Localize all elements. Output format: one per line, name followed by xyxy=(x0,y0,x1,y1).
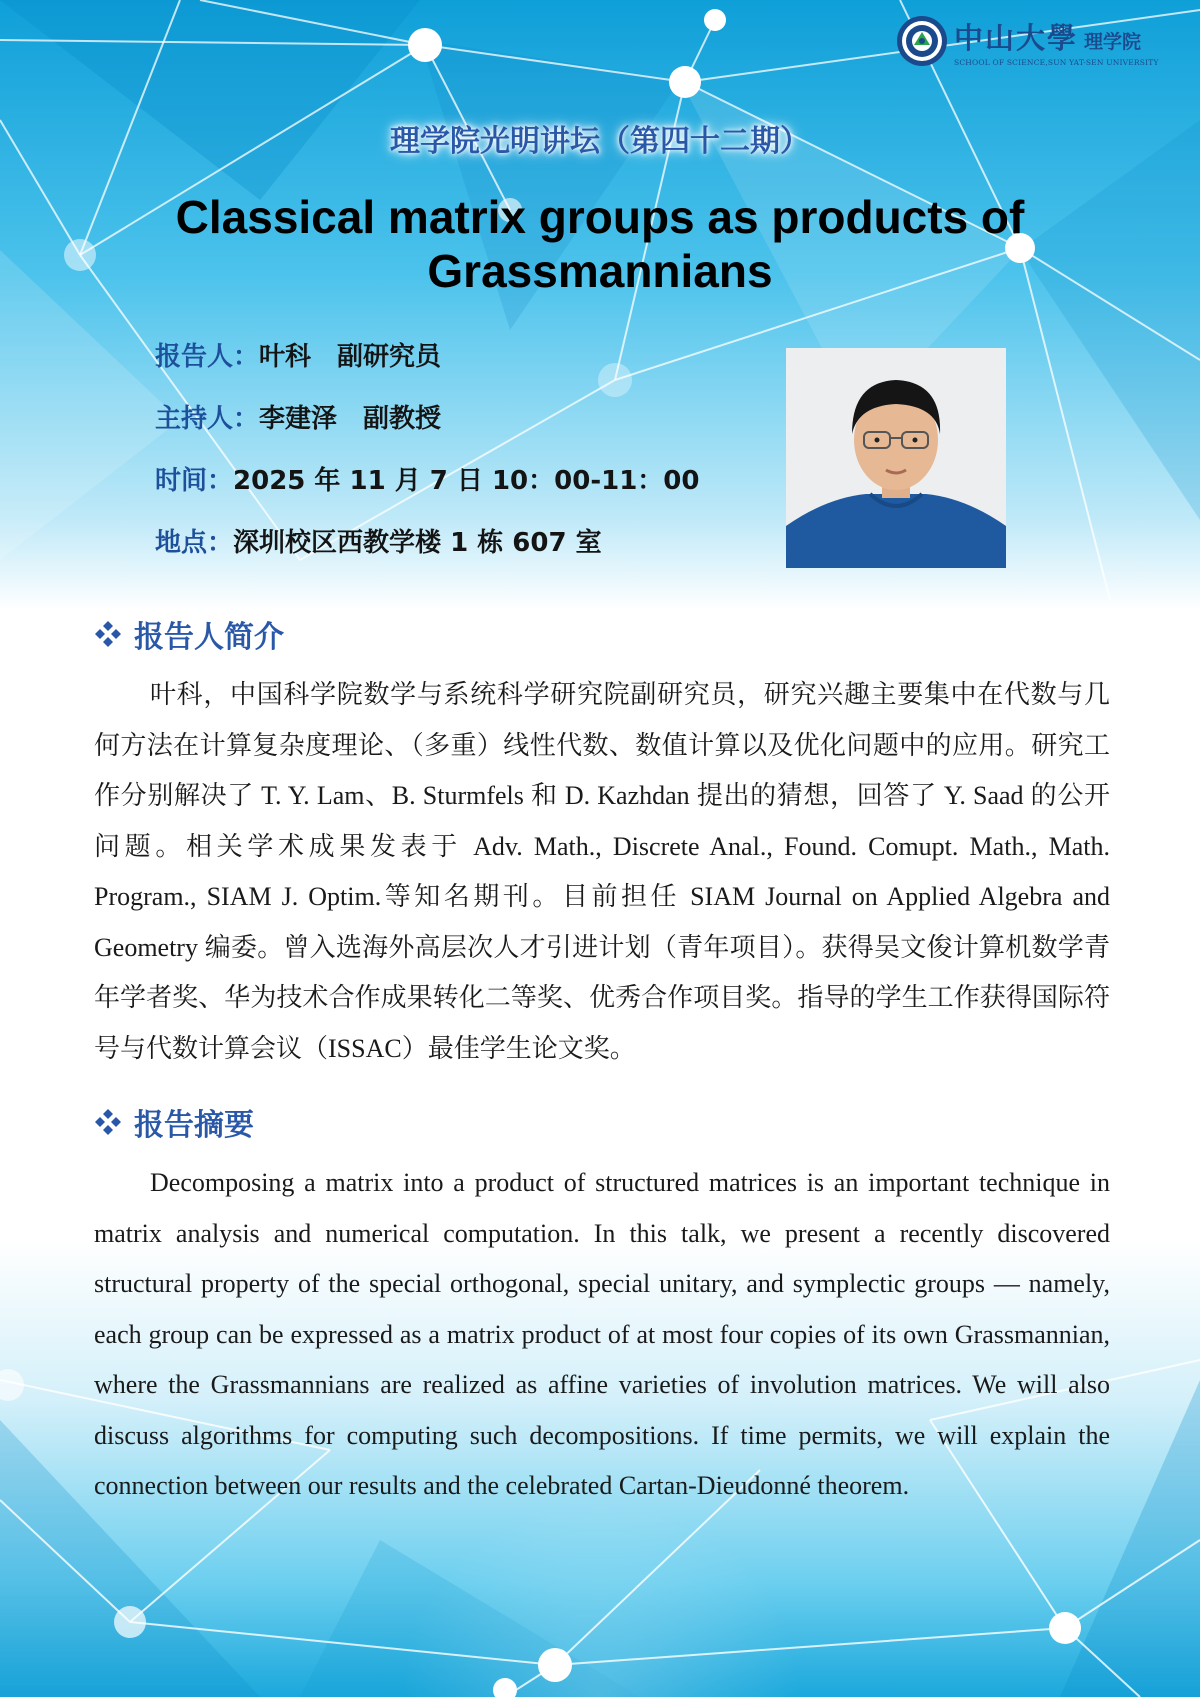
speaker-label: 报告人： xyxy=(155,342,260,372)
university-logo xyxy=(896,10,1186,72)
talk-title-line1: Classical matrix groups as products of xyxy=(175,191,1025,243)
abstract-heading: 报告摘要 xyxy=(134,1108,254,1143)
time-row xyxy=(155,460,775,522)
speaker-row xyxy=(155,336,775,398)
abstract-section xyxy=(94,1100,1110,1512)
diamond-bullet-icon xyxy=(94,620,122,648)
bio-section xyxy=(94,612,1110,1074)
abstract-text: Decomposing a matrix into a product of structured matrices is an important technique in matrix analysis and numerical computation. In this talk, we present a recently discovered structural property of the special orthogonal, special unitary, and symplectic groups — namely, each group can be expressed as a matrix product of at most four copies of its own Grassmannian, where the Grassmannians are realized as affine varieties of involution matrices. We will also discuss algorithms for computing such decompositions. If time permits, we will explain the connection between our results and the celebrated Cartan-Dieudonné theorem. xyxy=(94,1168,1110,1500)
bio-text: 叶科，中国科学院数学与系统科学研究院副研究员，研究兴趣主要集中在代数与几何方法在计算复杂度理论、（多重）线性代数、数值计算以及优化问题中的应用。研究工作分别解决了 T. Y. Lam、B. Sturmfels 和 D. Kazhdan 提出的猜想，回答了 Y. Saad 的公开问题。相关学术成果发表于 Adv. Math., Discrete Anal., Found. Comupt. Math., Math. Program., SIAM J. Optim.等知名期刊。目前担任 SIAM Journal on Applied Algebra and Geometry 编委。曾入选海外高层次人才引进计划（青年项目）。获得吴文俊计算机数学青年学者奖、华为技术合作成果转化二等奖、优秀合作项目奖。指导的学生工作获得国际符号与代数计算会议（ISSAC）最佳学生论文奖。 xyxy=(94,680,1110,1063)
talk-title-line2: Grassmannians xyxy=(427,245,773,297)
time-label: 时间： xyxy=(155,466,234,496)
host-label: 主持人： xyxy=(155,404,260,434)
speaker-photo xyxy=(786,348,1006,568)
place-row xyxy=(155,522,775,584)
diamond-bullet-icon xyxy=(94,1108,122,1136)
logo-english-name: SCHOOL OF SCIENCE,SUN YAT-SEN UNIVERSITY xyxy=(954,57,1159,67)
speaker-value: 叶科 副研究员 xyxy=(259,342,442,372)
host-row xyxy=(155,398,775,460)
host-value: 李建泽 副教授 xyxy=(259,404,442,434)
talk-info xyxy=(155,336,775,584)
place-label: 地点： xyxy=(155,528,234,558)
place-value: 深圳校区西教学楼 1 栋 607 室 xyxy=(233,528,602,558)
logo-school-name: 理学院 xyxy=(1084,30,1142,53)
seal-icon xyxy=(896,15,948,67)
logo-chinese-name: 中山大學 xyxy=(954,20,1079,55)
bio-heading: 报告人简介 xyxy=(134,620,284,655)
time-value: 2025 年 11 月 7 日 10：00-11：00 xyxy=(233,466,700,496)
lecture-series-title: 理学院光明讲坛（第四十二期） xyxy=(390,124,810,159)
talk-title xyxy=(100,190,1100,298)
